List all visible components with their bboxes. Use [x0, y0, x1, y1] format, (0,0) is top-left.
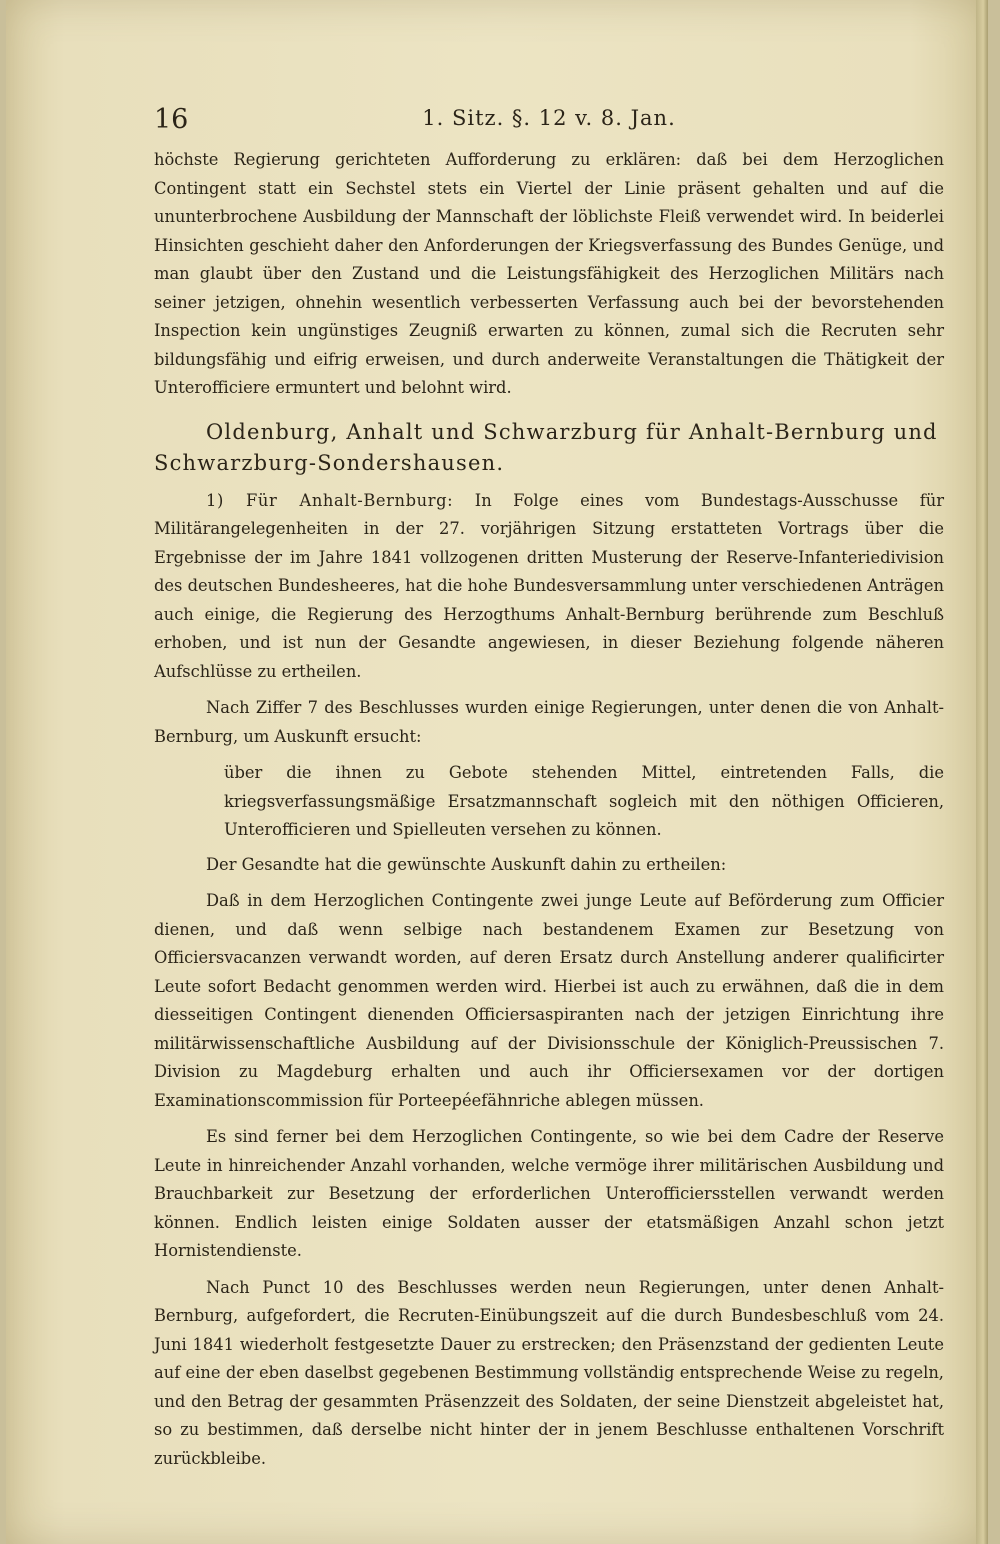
page-edge — [976, 0, 988, 1544]
paragraph-anhalt-bernburg-text: In Folge eines vom Bundestags-Ausschusse für Militärangelegenheiten in der 27. vorjährigen Sitzung erstatteten Vortrags über die Ergebnisse der im Jahre 1841 vollzogenen dritten Musterung der Reserve-Infanteriedivision des deutschen Bundesheeres, hat die hohe Bundesversammlung unter verschiedenen Anträgen auch einige, die Regierung des Herzogthums Anhalt-Bernburg berührende zum Beschluß erhoben, und ist nun der Gesandte angewiesen, in dieser Beziehung folgende näheren Aufschlüsse zu ertheilen. — [154, 490, 944, 681]
section-heading: Oldenburg, Anhalt und Schwarzburg für Anhalt-Bernburg und Schwarzburg-Sondershausen. — [154, 419, 938, 475]
paragraph-gesandte: Der Gesandte hat die gewünschte Auskunft dahin zu ertheilen: — [206, 854, 727, 874]
paragraph-continuation: höchste Regierung gerichteten Aufforderung zu erklären: daß bei dem Herzoglichen Contingent statt ein Sechstel stets ein Viertel der Linie präsent gehalten und auf die ununterbrochene Ausbildung der Mannschaft der löblichste Fleiß verwendet wird. In beiderlei Hinsichten geschieht daher den Anforderungen der Kriegsverfassung des Bundes Genüge, und man glaubt über den Zustand und die Leistungsfähigkeit des Herzoglichen Militärs nach seiner jetzigen, ohnehin wesentlich verbesserten Verfassung auch bei der bevorstehenden Inspection kein ungünstiges Zeugniß erwarten zu können, zumal sich die Recruten sehr bildungsfähig und eifrig erweisen, und durch anderweite Veranstaltungen die Thätigkeit der Unterofficiere ermuntert und belohnt wird. — [154, 150, 944, 397]
book-page — [6, 0, 988, 1544]
paragraph-officier: Daß in dem Herzoglichen Contingente zwei junge Leute auf Beförderung zum Officier dienen, und daß wenn selbige nach bestandenem Examen zur Besetzung von Officiersvacanzen verwandt worden, auf deren Ersatz durch Anstellung anderer qualificirter Leute sofort Bedacht genommen werden wird. Hierbei ist auch zu erwähnen, daß die in dem diesseitigen Contingent dienenden Officiersaspiranten nach der jetzigen Einrichtung ihre militärwissenschaftliche Ausbildung auf der Divisionsschule der Königlich-Preussischen 7. Division zu Magdeburg erhalten und auch ihr Officiersexamen vor der dortigen Examinationscommission für Porteepéefähnriche ablegen müssen. — [154, 891, 944, 1110]
page-content — [154, 100, 944, 1481]
page-header — [154, 100, 944, 146]
paragraph-reserve: Es sind ferner bei dem Herzoglichen Contingente, so wie bei dem Cadre der Reserve Leute in hinreichender Anzahl vorhanden, welche vermöge ihrer militärischen Ausbildung und Brauchbarkeit zur Besetzung der erforderlichen Unterofficiersstellen verwandt werden können. Endlich leisten einige Soldaten ausser der etatsmäßigen Anzahl schon jetzt Hornistendienste. — [154, 1127, 944, 1260]
paragraph-ziffer-7: Nach Ziffer 7 des Beschlusses wurden einige Regierungen, unter denen die von Anhalt-Bernburg, um Auskunft ersucht: — [154, 698, 944, 746]
paragraph-anhalt-bernburg — [154, 487, 944, 687]
quoted-request: über die ihnen zu Gebote stehenden Mittel, eintretenden Falls, die kriegsverfassungsmäßige Ersatzmannschaft sogleich mit den nöthigen Officieren, Unterofficieren und Spielleuten versehen zu können. — [224, 763, 944, 839]
paragraph-punct-10: Nach Punct 10 des Beschlusses werden neun Regierungen, unter denen Anhalt-Bernburg, aufgefordert, die Recruten-Einübungszeit auf die durch Bundesbeschluß vom 24. Juni 1841 wiederholt festgesetzte Dauer zu erstrecken; den Präsenzstand der gedienten Leute auf eine der eben daselbst gegebenen Bestimmung vollständig entsprechende Weise zu regeln, und den Betrag der gesammten Präsenzzeit des Soldaten, der seine Dienstzeit abgeleistet hat, so zu bestimmen, daß derselbe nicht hinter der in jenem Beschlusse enthaltenen Vorschrift zurückbleibe. — [154, 1277, 944, 1468]
subsection-label: 1) Für Anhalt-Bernburg: — [206, 490, 454, 510]
running-head: 1. Sitz. §. 12 v. 8. Jan. — [422, 106, 676, 130]
page-number: 16 — [154, 104, 189, 135]
